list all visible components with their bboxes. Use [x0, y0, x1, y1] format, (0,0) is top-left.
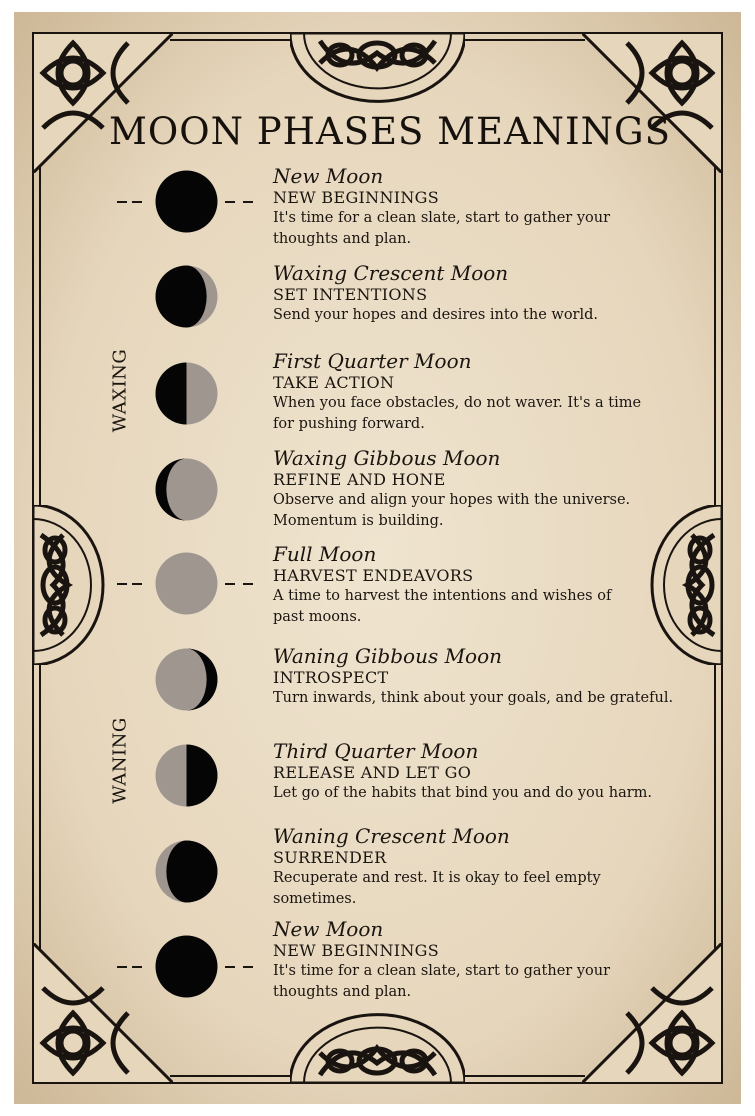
phase-item [0, 447, 755, 537]
dash-mark [132, 583, 142, 585]
phase-name: Third Quarter Moon [273, 739, 479, 763]
phase-text [273, 645, 693, 709]
phase-name: First Quarter Moon [273, 349, 472, 373]
phase-name: Waxing Gibbous Moon [273, 446, 501, 470]
phase-description-line-2: for pushing forward. [273, 416, 425, 432]
phase-description-line-1: It's time for a clean slate, start to gather your [273, 963, 611, 979]
phase-item [0, 825, 755, 915]
phase-description-line-2: sometimes. [273, 891, 357, 907]
phase-keyword: SURRENDER [273, 848, 387, 867]
phase-item [0, 645, 755, 735]
phase-text [273, 350, 693, 435]
phase-description-line-2: thoughts and plan. [273, 231, 412, 247]
phase-text [273, 740, 693, 804]
waxing-crescent-moon-icon [155, 265, 218, 328]
phase-item [0, 350, 755, 440]
dash-mark [243, 201, 253, 203]
dash-mark [117, 583, 127, 585]
dash-mark [243, 583, 253, 585]
new-moon-icon [155, 170, 218, 233]
phase-keyword: HARVEST ENDEAVORS [273, 566, 474, 585]
dash-mark [132, 966, 142, 968]
dash-mark [225, 966, 235, 968]
celtic-knot-top-medallion-icon [290, 33, 465, 103]
poster-title: MOON PHASES MEANINGS [109, 110, 671, 153]
waxing-label: WAXING [109, 348, 131, 433]
waning-label: WANING [109, 717, 131, 804]
phase-description-line-1: Turn inwards, think about your goals, and be grateful. [273, 690, 674, 706]
phase-description-line-1: It's time for a clean slate, start to gather your [273, 210, 611, 226]
phase-keyword: NEW BEGINNINGS [273, 188, 440, 207]
phase-item [0, 262, 755, 352]
first-quarter-moon-icon [155, 362, 218, 425]
dash-mark [225, 201, 235, 203]
waning-crescent-moon-icon [155, 840, 218, 903]
phase-item [0, 543, 755, 633]
phase-description-line-2: Momentum is building. [273, 513, 444, 529]
dash-mark [243, 966, 253, 968]
phase-text [273, 825, 693, 910]
phase-text [273, 918, 693, 1003]
phase-name: Waning Crescent Moon [273, 824, 510, 848]
phase-item [0, 918, 755, 1008]
phase-description-line-1: Let go of the habits that bind you and do you harm. [273, 785, 653, 801]
phase-name: New Moon [273, 917, 384, 941]
new-moon-icon [155, 935, 218, 998]
phase-description-line-1: A time to harvest the intentions and wishes of [273, 588, 612, 604]
celtic-knot-bottom-medallion-icon [290, 1013, 465, 1083]
phase-keyword: INTROSPECT [273, 668, 389, 687]
full-moon-icon [155, 552, 218, 615]
phase-description-line-1: When you face obstacles, do not waver. It's a time [273, 395, 642, 411]
dash-mark [117, 201, 127, 203]
phase-name: New Moon [273, 164, 384, 188]
phase-description-line-1: Send your hopes and desires into the world. [273, 307, 599, 323]
phase-description-line-2: thoughts and plan. [273, 984, 412, 1000]
phase-name: Waxing Crescent Moon [273, 261, 509, 285]
phase-name: Full Moon [273, 542, 377, 566]
phase-keyword: SET INTENTIONS [273, 285, 428, 304]
phase-description-line-1: Observe and align your hopes with the universe. [273, 492, 631, 508]
phase-keyword: RELEASE AND LET GO [273, 763, 472, 782]
phase-text [273, 262, 693, 326]
phase-text [273, 165, 693, 250]
phase-keyword: NEW BEGINNINGS [273, 941, 440, 960]
waxing-gibbous-moon-icon [155, 458, 218, 521]
phase-text [273, 543, 693, 628]
dash-mark [117, 966, 127, 968]
phase-keyword: REFINE AND HONE [273, 470, 446, 489]
phase-description-line-1: Recuperate and rest. It is okay to feel empty [273, 870, 601, 886]
phase-item [0, 165, 755, 255]
third-quarter-moon-icon [155, 744, 218, 807]
dash-mark [132, 201, 142, 203]
dash-mark [225, 583, 235, 585]
phase-keyword: TAKE ACTION [273, 373, 395, 392]
waning-gibbous-moon-icon [155, 648, 218, 711]
phase-item [0, 740, 755, 830]
phase-description-line-2: past moons. [273, 609, 362, 625]
phase-text [273, 447, 693, 532]
phase-name: Waning Gibbous Moon [273, 644, 503, 668]
